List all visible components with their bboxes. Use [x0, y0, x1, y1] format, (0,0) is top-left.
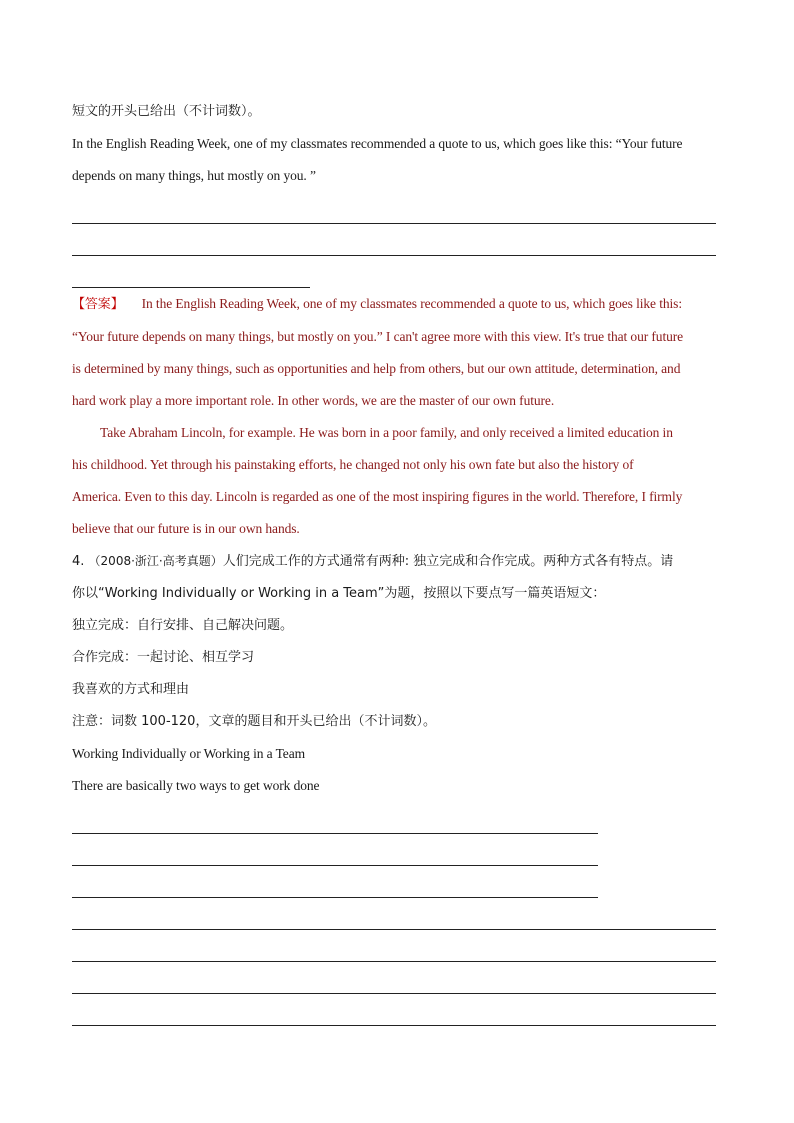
q4-note: 注意：词数 100-120，文章的题目和开头已给出（不计词数）。 — [72, 714, 436, 729]
answer-line — [72, 288, 720, 321]
question-source: （2008·浙江·高考真题） — [88, 554, 223, 568]
q4-point: 我喜欢的方式和理由 — [72, 682, 190, 697]
answer-tag: 【答案】 — [72, 297, 124, 312]
answer-blank-line[interactable] — [72, 930, 720, 962]
answer-blank-line[interactable] — [72, 192, 720, 224]
answer-line: his childhood. Yet through his painstaking efforts, he changed not only his own fate but also the history of — [72, 457, 634, 472]
answer-blank-line[interactable] — [72, 224, 720, 256]
q3-start-line: depends on many things, hut mostly on you. ” — [72, 168, 316, 183]
answer-line: “Your future depends on many things, but mostly on you.” I can't agree more with this view. It's true that our future — [72, 329, 684, 344]
answer-blank-line[interactable] — [72, 898, 720, 930]
essay-title: Working Individually or Working in a Team — [72, 746, 305, 761]
answer-line: believe that our future is in our own hands. — [72, 521, 300, 536]
answer-blank-line[interactable] — [72, 962, 720, 994]
answer-line: America. Even to this day. Lincoln is regarded as one of the most inspiring figures in the world. Therefore, I firmly — [72, 489, 683, 504]
answer-blank-line[interactable] — [72, 256, 720, 288]
answer-line: hard work play a more important role. In other words, we are the master of our own future. — [72, 393, 555, 408]
q3-instruction: 短文的开头已给出（不计词数）。 — [72, 104, 261, 119]
q3-start-line: In the English Reading Week, one of my classmates recommended a quote to us, which goes like this: “Your future — [72, 136, 683, 151]
document-page — [72, 96, 720, 1026]
answer-text: In the English Reading Week, one of my classmates recommended a quote to us, which goes like this: — [141, 296, 682, 311]
answer-blank-line[interactable] — [72, 994, 720, 1026]
question-text: 人们完成工作的方式通常有两种: 独立完成和合作完成。两种方式各有特点。请 — [222, 554, 674, 569]
answer-line: is determined by many things, such as opportunities and help from others, but our own attitude, determination, and — [72, 361, 681, 376]
answer-block — [72, 288, 720, 545]
answer-line: Take Abraham Lincoln, for example. He was born in a poor family, and only received a limited education in — [100, 425, 673, 440]
answer-blank-line[interactable] — [72, 834, 720, 866]
q4-line: 你以“Working Individually or Working in a Team”为题，按照以下要点写一篇英语短文： — [72, 586, 606, 601]
q4-line — [72, 545, 720, 578]
question-number: 4. — [72, 554, 85, 569]
q4-point: 独立完成：自行安排、自己解决问题。 — [72, 618, 294, 633]
answer-blank-line[interactable] — [72, 866, 720, 898]
essay-opening: There are basically two ways to get work done — [72, 778, 320, 793]
answer-blank-line[interactable] — [72, 802, 720, 834]
q4-point: 合作完成：一起讨论、相互学习 — [72, 650, 255, 665]
